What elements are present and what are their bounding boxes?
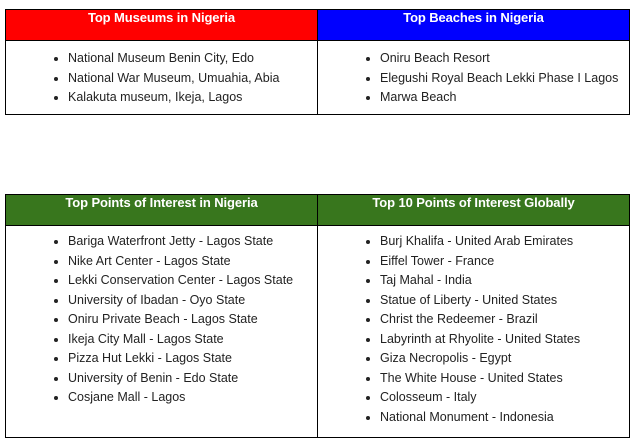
list-item: • Kalakuta museum, Ikeja, Lagos (68, 88, 309, 108)
list-item: • Giza Necropolis - Egypt (380, 349, 621, 369)
bottom-table (5, 194, 630, 438)
list-item: • Eiffel Tower - France (380, 252, 621, 272)
list-item: • Elegushi Royal Beach Lekki Phase I Lagos (380, 69, 621, 89)
list-item: • Labyrinth at Rhyolite - United States (380, 330, 621, 350)
list-item: • Cosjane Mall - Lagos (68, 388, 309, 408)
top-table (5, 9, 630, 115)
global-poi-cell (318, 226, 630, 438)
top-table-body-row (6, 41, 630, 115)
list-item: • Oniru Private Beach - Lagos State (68, 310, 309, 330)
list-item: • Burj Khalifa - United Arab Emirates (380, 232, 621, 252)
museums-header: Top Museums in Nigeria (6, 10, 318, 41)
list-item: • Colosseum - Italy (380, 388, 621, 408)
bottom-table-header-row (6, 195, 630, 226)
list-item: • Marwa Beach (380, 88, 621, 108)
nigeria-poi-header: Top Points of Interest in Nigeria (6, 195, 318, 226)
beaches-header: Top Beaches in Nigeria (318, 10, 630, 41)
list-item: • National Museum Benin City, Edo (68, 49, 309, 69)
list-item: • University of Benin - Edo State (68, 369, 309, 389)
nigeria-poi-cell (6, 226, 318, 438)
list-item: • National Monument - Indonesia (380, 408, 621, 428)
list-item: • The White House - United States (380, 369, 621, 389)
global-poi-header: Top 10 Points of Interest Globally (318, 195, 630, 226)
global-poi-list (318, 226, 629, 437)
beaches-cell (318, 41, 630, 115)
museums-cell (6, 41, 318, 115)
list-item: • Bariga Waterfront Jetty - Lagos State (68, 232, 309, 252)
list-item: • Ikeja City Mall - Lagos State (68, 330, 309, 350)
list-item: • Statue of Liberty - United States (380, 291, 621, 311)
beaches-list (318, 41, 629, 114)
list-item: • Taj Mahal - India (380, 271, 621, 291)
nigeria-poi-list (6, 226, 317, 418)
museums-list (6, 41, 317, 114)
list-item: • Lekki Conservation Center - Lagos State (68, 271, 309, 291)
list-item: • National War Museum, Umuahia, Abia (68, 69, 309, 89)
list-item: • Oniru Beach Resort (380, 49, 621, 69)
top-table-header-row (6, 10, 630, 41)
list-item: • Pizza Hut Lekki - Lagos State (68, 349, 309, 369)
list-item: • University of Ibadan - Oyo State (68, 291, 309, 311)
list-item: • Christ the Redeemer - Brazil (380, 310, 621, 330)
bottom-table-body-row (6, 226, 630, 438)
list-item: • Nike Art Center - Lagos State (68, 252, 309, 272)
